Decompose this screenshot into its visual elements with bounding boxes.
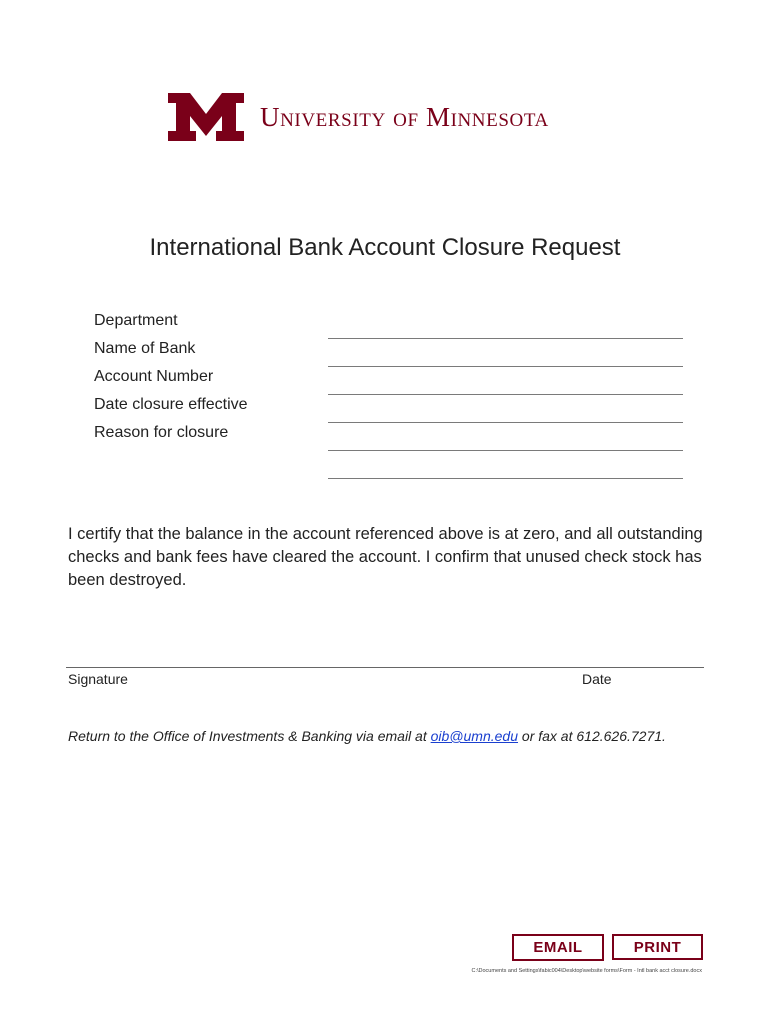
- block-m-logo-icon: [166, 92, 246, 142]
- return-instructions: [68, 728, 666, 744]
- return-prefix: Return to the Office of Investments & Banking via email at: [68, 728, 431, 744]
- certification-text: I certify that the balance in the account referenced above is at zero, and all outstanding checks and bank fees have cleared the account. I confirm that unused check stock has been destroyed.: [68, 525, 703, 589]
- file-path-footer: C:\Documents and Settings\fabic004\Desktop\website forms\Form - Intl bank acct closure.docx: [471, 968, 702, 974]
- return-suffix: or fax at 612.626.7271.: [518, 728, 666, 744]
- date-closure-field[interactable]: [328, 422, 683, 423]
- reason-field-continued[interactable]: [328, 478, 683, 479]
- account-number-field[interactable]: [328, 394, 683, 395]
- email-link[interactable]: oib@umn.edu: [430, 728, 519, 744]
- signature-label: Signature: [68, 671, 128, 687]
- logo-wordmark: University of Minnesota: [260, 102, 549, 132]
- form-title: International Bank Account Closure Request: [149, 234, 621, 261]
- date-closure-label: Date closure effective: [94, 396, 248, 413]
- reason-field[interactable]: [328, 450, 683, 451]
- bank-name-label: Name of Bank: [94, 340, 196, 357]
- department-label: Department: [94, 312, 178, 329]
- reason-label: Reason for closure: [94, 424, 229, 441]
- date-label: Date: [582, 671, 612, 687]
- university-logo: [166, 92, 611, 144]
- signature-line[interactable]: [66, 667, 704, 668]
- account-number-label: Account Number: [94, 368, 214, 385]
- email-button[interactable]: EMAIL: [512, 934, 604, 961]
- bank-name-field[interactable]: [328, 366, 683, 367]
- print-button[interactable]: PRINT: [612, 934, 703, 960]
- department-field[interactable]: [328, 338, 683, 339]
